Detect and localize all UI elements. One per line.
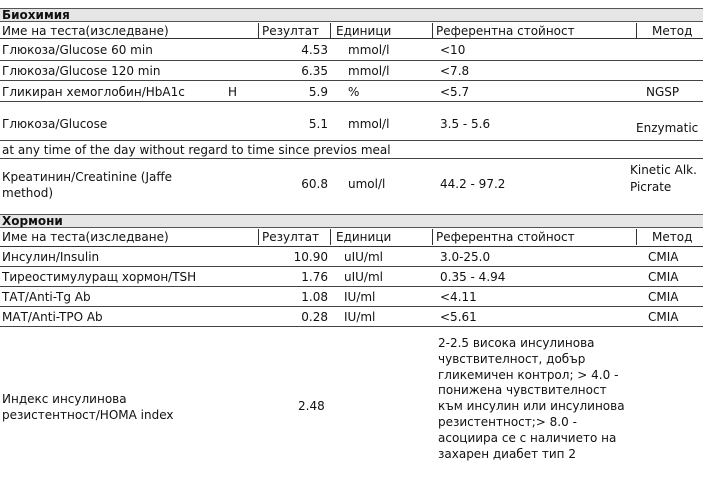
test-ref: 0.35 - 4.94 — [440, 270, 506, 284]
test-result: 4.53 — [301, 43, 328, 57]
header-units: Единици — [336, 24, 392, 38]
test-units: % — [348, 85, 360, 99]
test-method: NGSP — [646, 85, 680, 99]
test-method: CMIA — [648, 310, 679, 324]
test-method: CMIA — [648, 290, 679, 304]
test-units: IU/ml — [344, 290, 376, 304]
header-units: Единици — [336, 230, 392, 244]
test-result: 5.1 — [308, 117, 328, 131]
header-method: Метод — [652, 230, 693, 244]
test-units: mmol/l — [348, 117, 390, 131]
table-row — [0, 160, 703, 213]
table-row — [0, 248, 703, 267]
note-text: at any time of the day without regard to time since previos meal — [2, 143, 391, 157]
header-divider — [432, 229, 433, 245]
header-name: Име на теста(изследване) — [2, 24, 169, 38]
test-method: CMIA — [648, 270, 679, 284]
header-method: Метод — [652, 24, 693, 38]
table-row — [0, 268, 703, 287]
test-name: Глюкоза/Glucose 120 min — [2, 64, 161, 78]
header-divider — [636, 229, 637, 245]
header-name: Име на теста(изследване) — [2, 230, 169, 244]
test-name: Индекс инсулинова резистентност/HOMA index — [2, 392, 174, 422]
test-name: ТАТ/Anti-Tg Ab — [2, 290, 91, 304]
header-divider — [330, 229, 331, 245]
table-row — [0, 308, 703, 327]
test-result: 0.28 — [301, 310, 328, 324]
header-result: Резултат — [262, 230, 320, 244]
header-divider — [258, 229, 259, 245]
test-units: IU/ml — [344, 310, 376, 324]
table-row — [0, 103, 703, 141]
test-name: Инсулин/Insulin — [2, 250, 100, 264]
header-divider — [432, 23, 433, 39]
header-result: Резултат — [262, 24, 320, 38]
test-ref: <5.7 — [440, 85, 470, 99]
test-units: uIU/ml — [344, 250, 383, 264]
test-units: mmol/l — [348, 43, 390, 57]
test-result: 1.08 — [301, 290, 328, 304]
test-ref: 2-2.5 висока инсулинова чувствителност, добър гликемичен контрол; > 4.0 - понижена чувствителност към инсулин или инсулинова резистентност;> 8.0 - асоциира се с наличието на захарен диабет тип 2 — [438, 336, 625, 461]
table-header-biochemistry — [0, 23, 703, 39]
test-method: CMIA — [648, 250, 679, 264]
test-ref: 44.2 - 97.2 — [440, 177, 506, 191]
header-divider — [330, 23, 331, 39]
test-result: 2.48 — [298, 399, 325, 413]
table-row — [0, 41, 703, 61]
test-units: mmol/l — [348, 64, 390, 78]
note-row — [0, 142, 703, 159]
table-row — [0, 62, 703, 81]
test-ref: <7.8 — [440, 64, 470, 78]
test-result: 1.76 — [301, 270, 328, 284]
test-name: Креатинин/Creatinine (Jaffe method) — [2, 170, 172, 200]
test-units: umol/l — [348, 177, 386, 191]
test-result: 5.9 — [308, 85, 328, 99]
header-ref: Референтна стойност — [436, 24, 575, 38]
test-name: МАТ/Anti-TPO Ab — [2, 310, 103, 324]
test-ref: 3.5 - 5.6 — [440, 117, 491, 131]
test-name: Глюкоза/Glucose 60 min — [2, 43, 153, 57]
test-name: Гликиран хемоглобин/HbA1c — [2, 85, 185, 99]
test-method: Kinetic Alk. Picrate — [630, 163, 697, 194]
section-title-biochemistry: Биохимия — [0, 8, 703, 22]
test-ref: <4.11 — [440, 290, 477, 304]
table-row-homa — [0, 328, 703, 482]
test-ref: 3.0-25.0 — [440, 250, 491, 264]
test-name: Глюкоза/Glucose — [2, 117, 108, 131]
abnormal-flag: H — [228, 85, 238, 99]
header-ref: Референтна стойност — [436, 230, 575, 244]
header-divider — [636, 23, 637, 39]
test-units: uIU/ml — [344, 270, 383, 284]
test-ref: <10 — [440, 43, 466, 57]
test-method: Enzymatic — [636, 121, 699, 135]
table-row — [0, 82, 703, 102]
test-ref: <5.61 — [440, 310, 477, 324]
test-name: Тиреостимулуращ хормон/TSH — [2, 270, 197, 284]
section-title-hormones: Хормони — [0, 214, 703, 228]
test-result: 60.8 — [301, 177, 328, 191]
test-result: 10.90 — [293, 250, 328, 264]
header-divider — [258, 23, 259, 39]
table-row — [0, 288, 703, 307]
table-header-hormones — [0, 229, 703, 247]
test-result: 6.35 — [301, 64, 328, 78]
